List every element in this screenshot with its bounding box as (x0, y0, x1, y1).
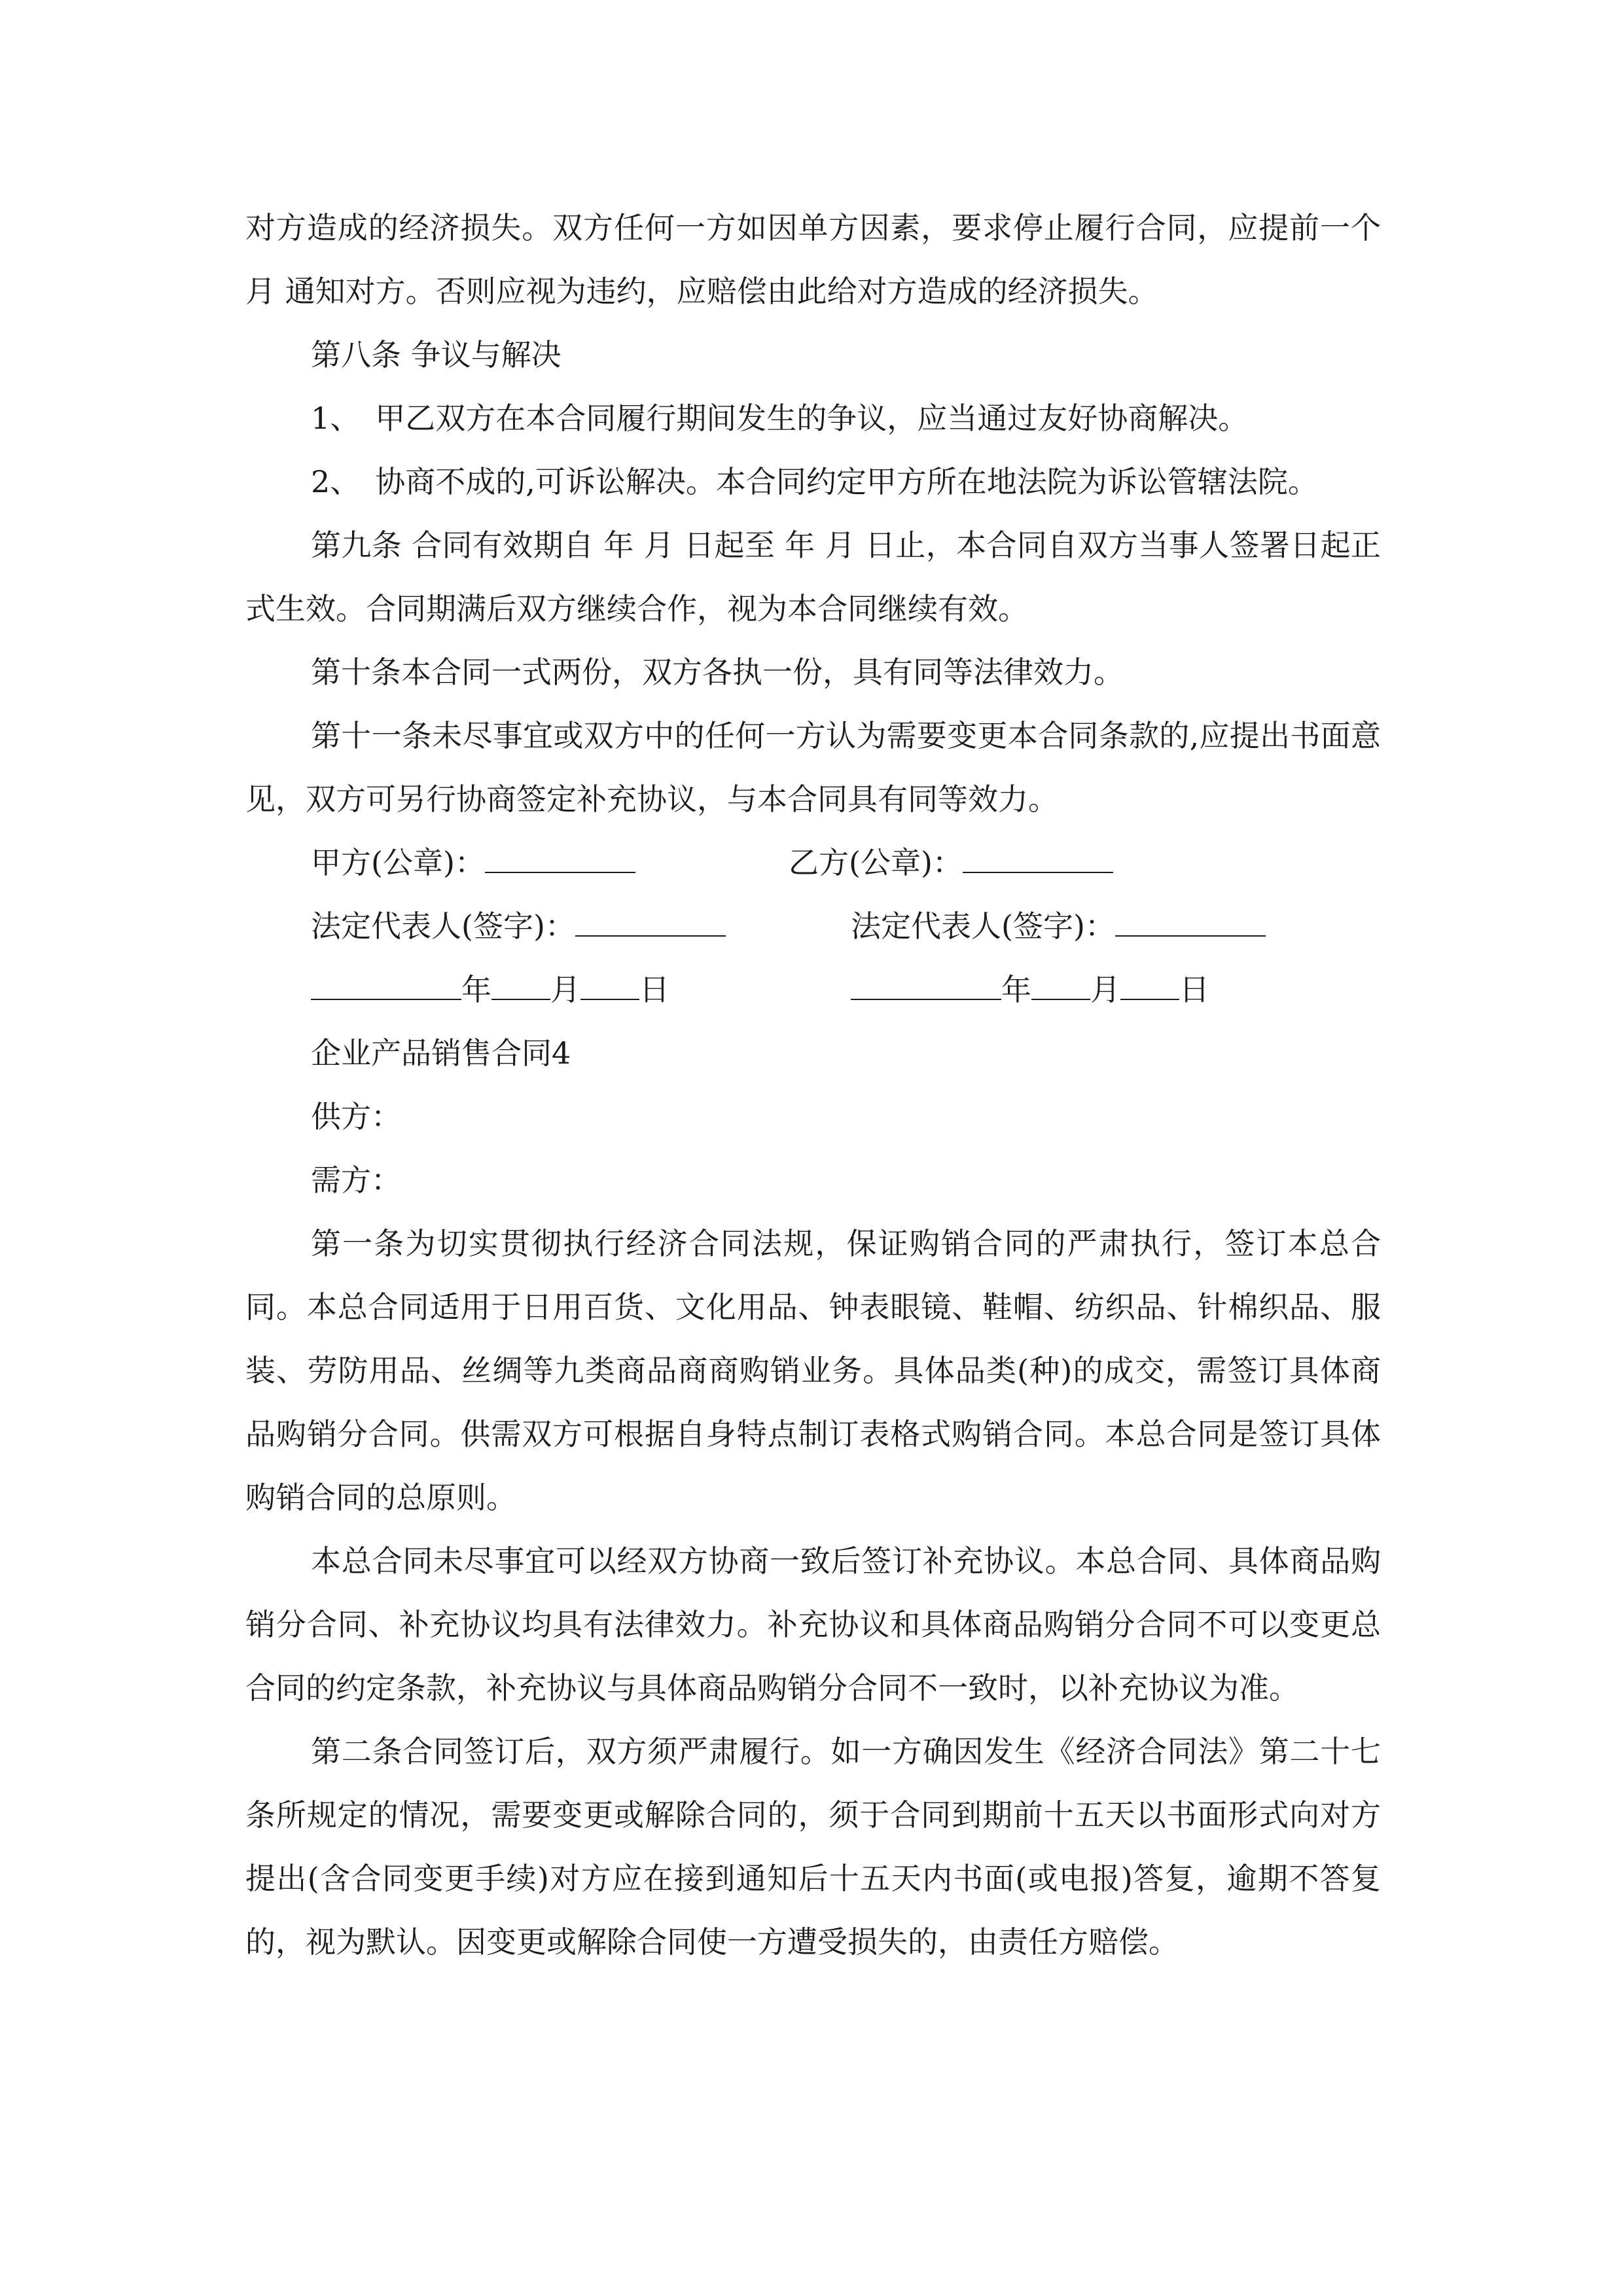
party-a-month-label: 月 (550, 972, 580, 1007)
party-b-day-blank (1120, 973, 1179, 1000)
party-b-year-label: 年 (1001, 972, 1031, 1007)
party-a-year-label: 年 (461, 972, 491, 1007)
party-b-seal (789, 831, 1113, 895)
signature-row-representative (245, 895, 1381, 958)
signature-row-date (245, 958, 1381, 1022)
article-8-title: 第八条 争议与解决 (311, 337, 562, 372)
contract-4-article-2: 第二条合同签订后，双方须严肃履行。如一方确因发生《经济合同法》第二十七条所规定的情况，需要变更或解除合同的，须于合同到期前十五天以书面形式向对方提出(含合同变更手续)对方应在接到通知后十五天内书面(或电报)答复，逾期不答复的，视为默认。因变更或解除合同使一方遭受损失的，由责任方赔偿。 (245, 1734, 1381, 1960)
party-a-year-blank (311, 973, 461, 1000)
party-b-day-label: 日 (1179, 972, 1209, 1007)
article-8-item-2: 2、 协商不成的,可诉讼解决。本合同约定甲方所在地法院为诉讼管辖法院。 (311, 464, 1318, 499)
document-body (245, 196, 1381, 1974)
contract-4-article-1: 第一条为切实贯彻执行经济合同法规，保证购销合同的严肃执行，签订本总合同。本总合同适用于日用百货、文化用品、钟表眼镜、鞋帽、纺织品、针棉织品、服装、劳防用品、丝绸等九类商品商商购销业务。具体品类(种)的成交，需签订具体商品购销分合同。供需双方可根据自身特点制订表格式购销合同。本总合同是签订具体购销合同的总原则。 (245, 1226, 1381, 1515)
article-10: 第十条本合同一式两份，双方各执一份，具有同等法律效力。 (311, 655, 1124, 690)
party-a-day-label: 日 (639, 972, 669, 1007)
party-a-day-blank (580, 973, 639, 1000)
party-a-seal (311, 831, 635, 895)
party-a-seal-blank (485, 846, 635, 873)
buyer-label: 需方： (311, 1162, 401, 1198)
party-b-month-label: 月 (1090, 972, 1120, 1007)
supplier-label: 供方： (311, 1099, 401, 1134)
party-a-representative (311, 895, 726, 958)
party-b-rep-blank (1115, 909, 1266, 937)
contract-4-title: 企业产品销售合同4 (311, 1035, 571, 1071)
party-b-seal-label: 乙方(公章)： (789, 845, 963, 880)
party-a-month-blank (491, 973, 550, 1000)
party-b-rep-label: 法定代表人(签字)： (851, 908, 1115, 944)
article-9: 第九条 合同有效期自 年 月 日起至 年 月 日止，本合同自双方当事人签署日起正式生效。合同期满后双方继续合作，视为本合同继续有效。 (245, 528, 1381, 626)
party-b-year-blank (851, 973, 1001, 1000)
article-8-item-1: 1、 甲乙双方在本合同履行期间发生的争议，应当通过友好协商解决。 (311, 401, 1249, 436)
party-a-seal-label: 甲方(公章)： (311, 845, 485, 880)
paragraph-continuation: 对方造成的经济损失。双方任何一方如因单方因素，要求停止履行合同，应提前一个月 通知对方。否则应视为违约，应赔偿由此给对方造成的经济损失。 (245, 210, 1381, 309)
party-a-rep-blank (575, 909, 726, 937)
contract-4-article-1-supplement: 本总合同未尽事宜可以经双方协商一致后签订补充协议。本总合同、具体商品购销分合同、补充协议均具有法律效力。补充协议和具体商品购销分合同不可以变更总合同的约定条款，补充协议与具体商品购销分合同不一致时，以补充协议为准。 (245, 1543, 1381, 1706)
party-a-rep-label: 法定代表人(签字)： (311, 908, 575, 944)
party-b-date (851, 958, 1209, 1022)
party-a-date (311, 958, 669, 1022)
party-b-month-blank (1031, 973, 1090, 1000)
party-b-representative (851, 895, 1266, 958)
article-11: 第十一条未尽事宜或双方中的任何一方认为需要变更本合同条款的,应提出书面意见，双方可另行协商签定补充协议，与本合同具有同等效力。 (245, 718, 1381, 817)
party-b-seal-blank (963, 846, 1113, 873)
signature-row-seal (245, 831, 1381, 895)
